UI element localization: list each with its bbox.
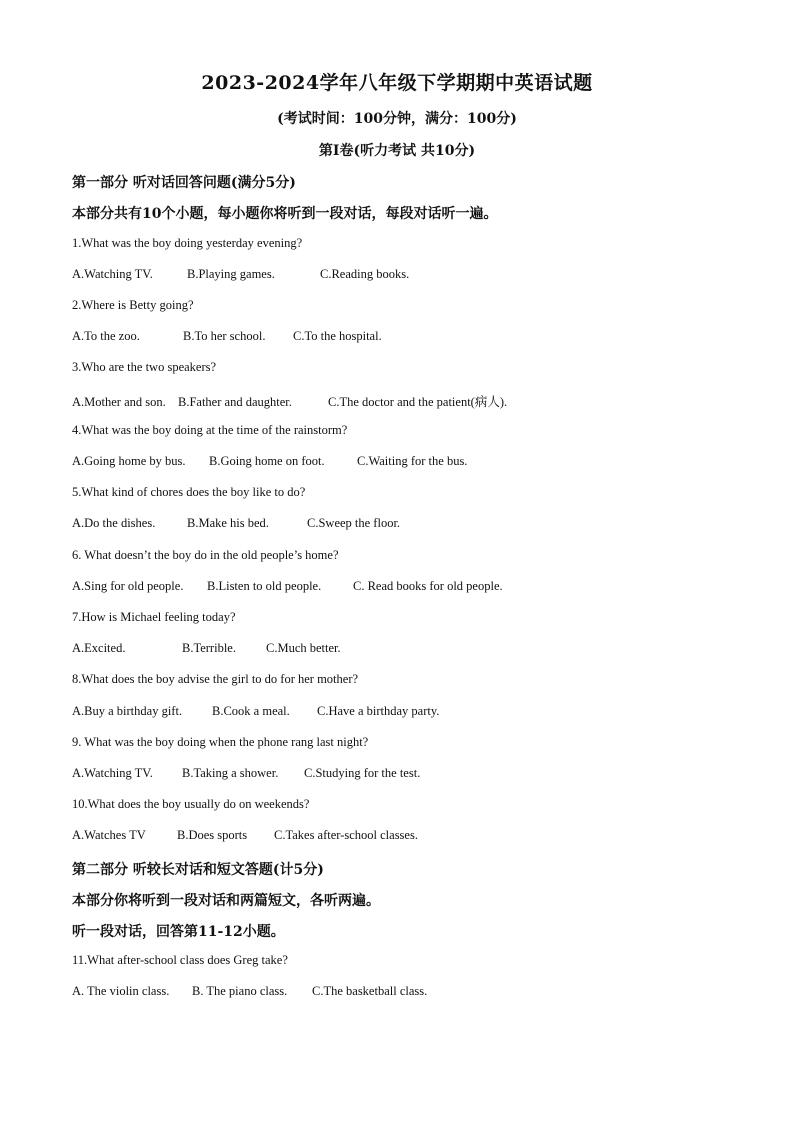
question-8: 8.What does the boy advise the girl to do for her mother? (72, 672, 359, 686)
option-c: C. Read books for old people. (353, 579, 503, 593)
option-b: B.Make his bed. (187, 516, 269, 530)
part2-sub-instruction: 听一段对话，回答第11-12小题。 (72, 924, 285, 940)
options-4 (72, 454, 467, 469)
option-b: B.To her school. (183, 329, 266, 343)
part1-heading: 第一部分 听对话回答问题(满分5分) (72, 175, 296, 191)
option-b: B.Father and daughter. (178, 395, 292, 409)
volume-heading: 第I卷(听力考试 共10分) (318, 143, 476, 159)
part2-heading: 第二部分 听较长对话和短文答题(计5分) (72, 862, 324, 878)
option-b: B.Taking a shower. (182, 766, 279, 780)
option-a: A. The violin class. (72, 984, 170, 998)
option-a: A.Watches TV (72, 828, 146, 842)
part2-instruction: 本部分你将听到一段对话和两篇短文，各听两遍。 (72, 893, 380, 909)
option-a: A.Watching TV. (72, 766, 153, 780)
question-4: 4.What was the boy doing at the time of the rainstorm? (72, 423, 348, 437)
question-2: 2.Where is Betty going? (72, 298, 194, 312)
option-b: B.Cook a meal. (212, 704, 290, 718)
option-a: A.Sing for old people. (72, 579, 184, 593)
options-7 (72, 641, 341, 656)
option-c: C.Studying for the test. (304, 766, 421, 780)
question-11: 11.What after-school class does Greg take? (72, 953, 288, 967)
question-6: 6. What doesn’t the boy do in the old people’s home? (72, 548, 339, 562)
option-c: C.The doctor and the patient(病人). (328, 395, 508, 409)
option-b: B.Going home on foot. (209, 454, 325, 468)
option-a: A.Going home by bus. (72, 454, 186, 468)
option-b: B.Does sports (177, 828, 248, 842)
exam-info: (考试时间：100分钟，满分：100分) (277, 111, 517, 127)
option-a: A.Watching TV. (72, 267, 153, 281)
options-11 (72, 984, 427, 999)
question-3: 3.Who are the two speakers? (72, 360, 217, 374)
option-c: C.Much better. (266, 641, 341, 655)
option-c: C.Waiting for the bus. (357, 454, 468, 468)
question-7: 7.How is Michael feeling today? (72, 610, 236, 624)
option-c: C.Have a birthday party. (317, 704, 440, 718)
question-1: 1.What was the boy doing yesterday evening? (72, 236, 303, 250)
options-9 (72, 766, 420, 781)
option-a: A.Do the dishes. (72, 516, 156, 530)
option-a: A.Excited. (72, 641, 126, 655)
part1-instruction: 本部分共有10个小题，每小题你将听到一段对话，每段对话听一遍。 (72, 206, 498, 222)
option-a: A.Buy a birthday gift. (72, 704, 183, 718)
options-3 (72, 392, 507, 410)
option-b: B. The piano class. (192, 984, 288, 998)
option-b: B.Playing games. (187, 267, 275, 281)
question-10: 10.What does the boy usually do on weekends? (72, 797, 310, 811)
options-6 (72, 579, 503, 594)
options-10 (72, 828, 418, 843)
option-a: A.To the zoo. (72, 329, 140, 343)
option-c: C.Takes after-school classes. (274, 828, 418, 842)
option-b: B.Listen to old people. (207, 579, 322, 593)
option-b: B.Terrible. (182, 641, 236, 655)
option-c: C.To the hospital. (293, 329, 382, 343)
page-title: 2023-2024学年八年级下学期期中英语试题 (201, 72, 593, 94)
option-a: A.Mother and son. (72, 395, 166, 409)
options-2 (72, 329, 382, 344)
options-5 (72, 516, 400, 531)
option-c: C.Sweep the floor. (307, 516, 401, 530)
option-c: C.The basketball class. (312, 984, 428, 998)
options-8 (72, 704, 439, 719)
question-9: 9. What was the boy doing when the phone rang last night? (72, 735, 369, 749)
options-1 (72, 267, 409, 282)
option-c: C.Reading books. (320, 267, 410, 281)
question-5: 5.What kind of chores does the boy like to do? (72, 485, 306, 499)
